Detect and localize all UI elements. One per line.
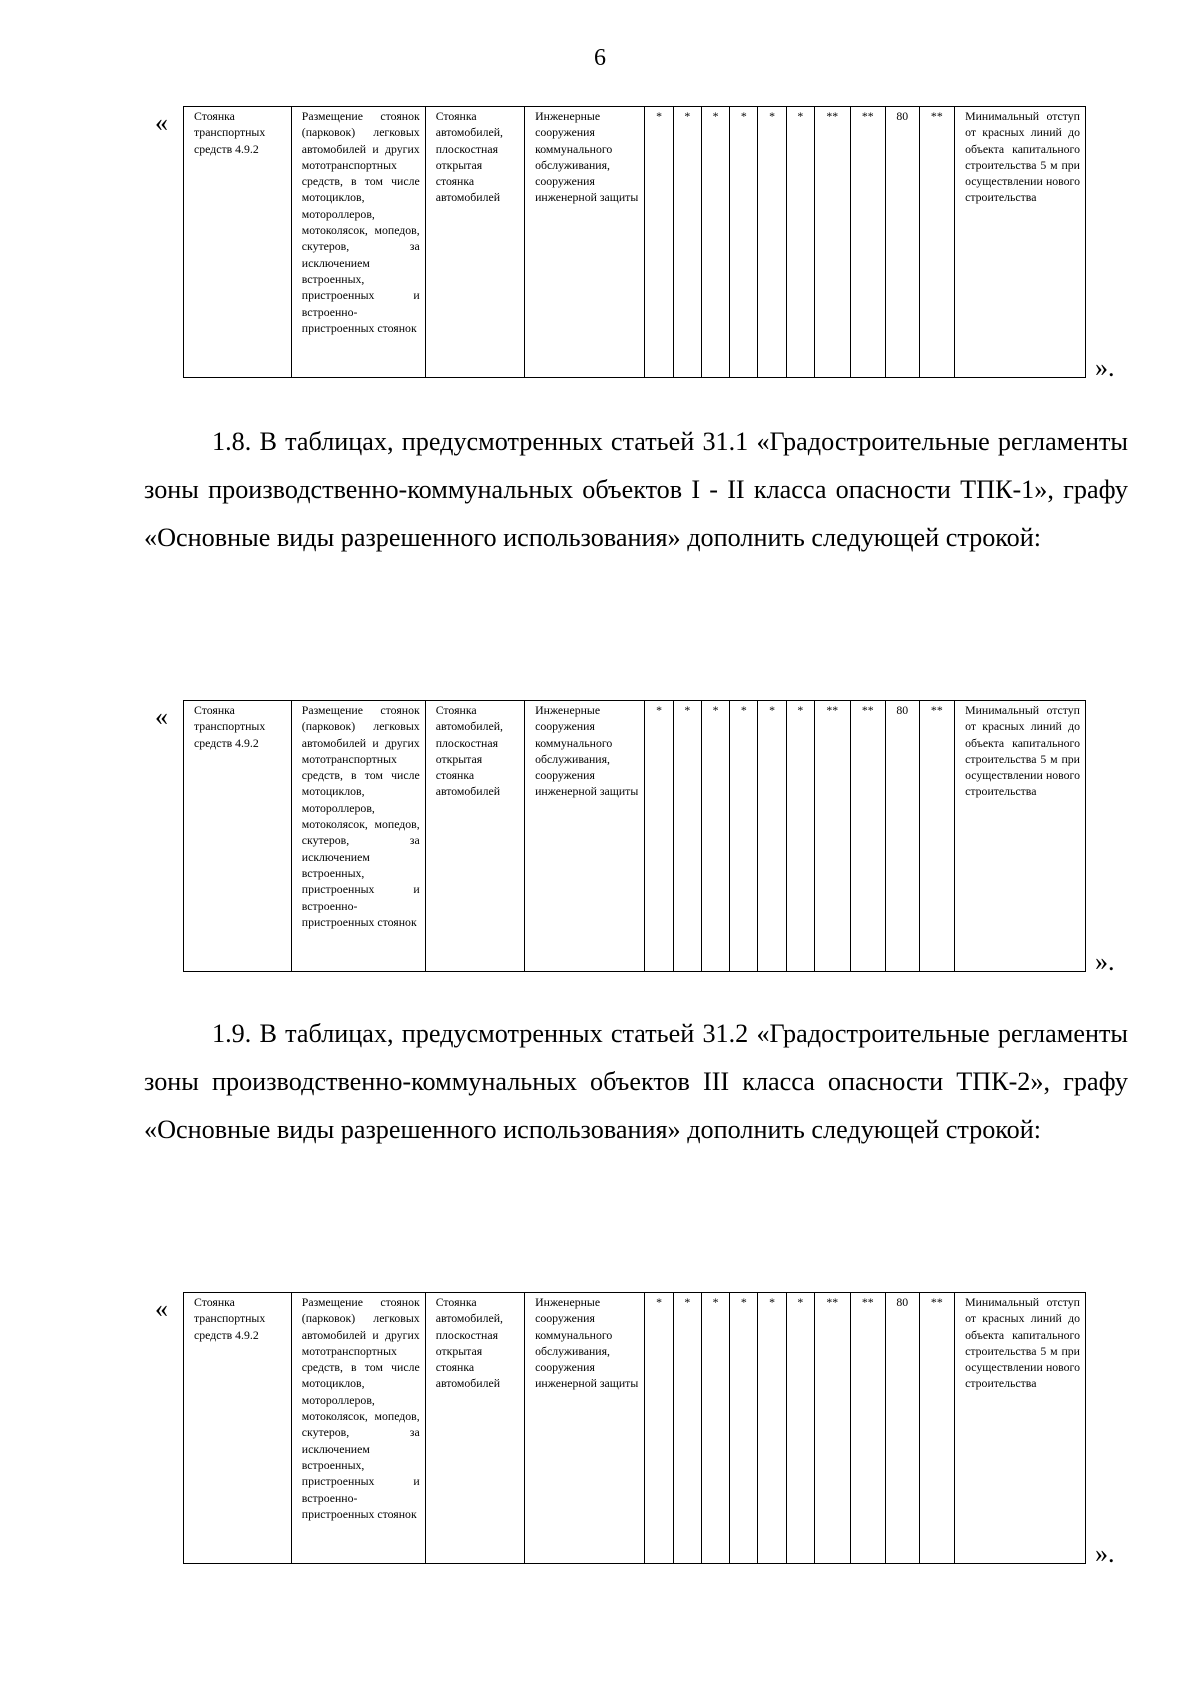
restriction-note: Минимальный отступ от красных линий до объекта капитального строительства 5 м при осуществлении нового строительства (955, 107, 1086, 378)
param-cell: ** (814, 1293, 850, 1564)
opening-quote: « (155, 702, 168, 731)
param-cell: * (701, 107, 729, 378)
paragraph-1-8: 1.8. В таблицах, предусмотренных статьей 31.1 «Градостроительные регламенты зоны производственно-коммунальных объектов I - II класса опасности ТПК-1», графу «Основные виды разрешенного использования» дополнить следующей строкой: (144, 427, 1128, 552)
closing-quote: ». (1095, 1539, 1115, 1568)
param-cell: ** (850, 701, 886, 972)
paragraph-1-9: 1.9. В таблицах, предусмотренных статьей 31.2 «Градостроительные регламенты зоны производственно-коммунальных объектов III класса опасности ТПК-2», графу «Основные виды разрешенного использования» дополнить следующей строкой: (144, 1019, 1128, 1144)
regulation-table (183, 700, 1086, 972)
regulation-table (183, 1292, 1086, 1564)
param-cell: * (701, 1293, 729, 1564)
param-cell: ** (850, 1293, 886, 1564)
restriction-note: Минимальный отступ от красных линий до объекта капитального строительства 5 м при осуществлении нового строительства (955, 701, 1086, 972)
param-cell: * (673, 701, 701, 972)
main-objects: Стоянка автомобилей, плоскостная открытая стоянка автомобилей (425, 1293, 524, 1564)
param-cell: * (673, 1293, 701, 1564)
param-cell: * (645, 1293, 673, 1564)
param-cell: * (645, 701, 673, 972)
param-cell: * (758, 107, 786, 378)
land-use-description: Размещение стоянок (парковок) легковых автомобилей и других мототранспортных средств, в том числе мотоциклов, мотороллеров, мотоколясок, мопедов, скутеров, за исключением встроенных, пристроенных и встроенно-пристроенных стоянок (291, 701, 425, 972)
land-use-description: Размещение стоянок (парковок) легковых автомобилей и других мототранспортных средств, в том числе мотоциклов, мотороллеров, мотоколясок, мопедов, скутеров, за исключением встроенных, пристроенных и встроенно-пристроенных стоянок (291, 107, 425, 378)
page-number: 6 (594, 45, 606, 71)
closing-quote: ». (1095, 353, 1115, 382)
table-block-2 (155, 700, 1155, 976)
auxiliary-objects: Инженерные сооружения коммунального обслуживания, сооружения инженерной защиты (525, 107, 645, 378)
param-cell: * (645, 107, 673, 378)
land-use-name: Стоянка транспортных средств 4.9.2 (184, 701, 292, 972)
param-cell: ** (919, 1293, 955, 1564)
land-use-name: Стоянка транспортных средств 4.9.2 (184, 107, 292, 378)
param-cell: 80 (886, 701, 919, 972)
param-cell: * (701, 701, 729, 972)
table-row (184, 1293, 1086, 1564)
main-objects: Стоянка автомобилей, плоскостная открытая стоянка автомобилей (425, 701, 524, 972)
param-cell: * (673, 107, 701, 378)
param-cell: 80 (886, 1293, 919, 1564)
land-use-name: Стоянка транспортных средств 4.9.2 (184, 1293, 292, 1564)
param-cell: * (758, 1293, 786, 1564)
land-use-description: Размещение стоянок (парковок) легковых автомобилей и других мототранспортных средств, в том числе мотоциклов, мотороллеров, мотоколясок, мопедов, скутеров, за исключением встроенных, пристроенных и встроенно-пристроенных стоянок (291, 1293, 425, 1564)
param-cell: * (730, 107, 758, 378)
param-cell: * (758, 701, 786, 972)
closing-quote: ». (1095, 947, 1115, 976)
table-row (184, 701, 1086, 972)
auxiliary-objects: Инженерные сооружения коммунального обслуживания, сооружения инженерной защиты (525, 701, 645, 972)
param-cell: 80 (886, 107, 919, 378)
auxiliary-objects: Инженерные сооружения коммунального обслуживания, сооружения инженерной защиты (525, 1293, 645, 1564)
param-cell: ** (850, 107, 886, 378)
param-cell: * (786, 107, 814, 378)
restriction-note: Минимальный отступ от красных линий до объекта капитального строительства 5 м при осуществлении нового строительства (955, 1293, 1086, 1564)
table-block-1 (155, 106, 1155, 382)
opening-quote: « (155, 1294, 168, 1323)
param-cell: ** (919, 701, 955, 972)
param-cell: * (730, 701, 758, 972)
param-cell: * (786, 701, 814, 972)
param-cell: * (730, 1293, 758, 1564)
param-cell: ** (919, 107, 955, 378)
main-objects: Стоянка автомобилей, плоскостная открытая стоянка автомобилей (425, 107, 524, 378)
param-cell: * (786, 1293, 814, 1564)
param-cell: ** (814, 701, 850, 972)
table-row (184, 107, 1086, 378)
param-cell: ** (814, 107, 850, 378)
table-block-3 (155, 1292, 1155, 1568)
regulation-table (183, 106, 1086, 378)
opening-quote: « (155, 108, 168, 137)
